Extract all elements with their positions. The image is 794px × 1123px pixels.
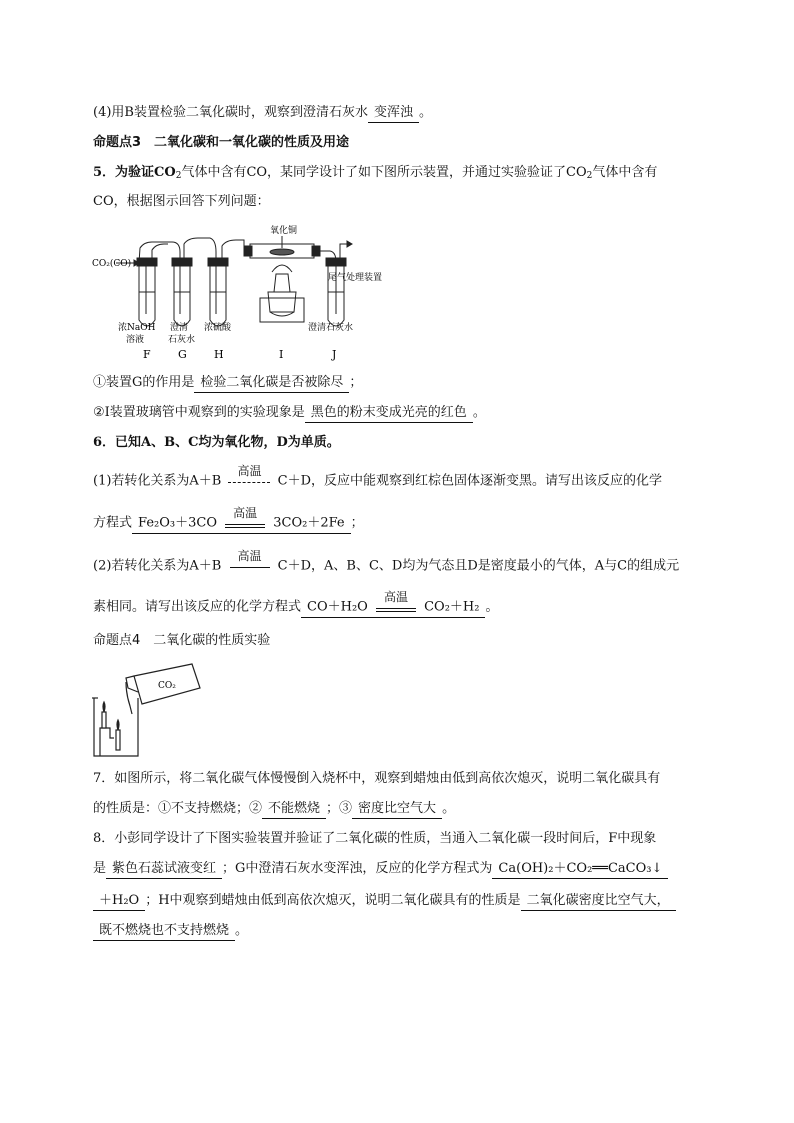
letter-j: J [332,348,337,361]
q6-equation-1: Fe₂O₃＋3CO 高温 3CO₂＋2Fe [132,514,351,534]
q5-answer-2: ②I装置玻璃管中观察到的实验现象是 黑色的粉末变成光亮的红色 。 [93,404,486,423]
q8-line4: 既不燃烧也不支持燃烧 。 [93,922,248,941]
q4-line: (4)用B装置检验二氧化碳时，观察到澄清石灰水 变浑浊 。 [93,104,432,123]
q8-line3: ＋H₂O ；H中观察到蜡烛由低到高依次熄灭，说明二氧化碳具有的性质是 二氧化碳密度比空气大， [93,892,676,911]
high-temp-arrow: 高温 [226,472,274,490]
q4-text: (4)用B装置检验二氧化碳时，观察到澄清石灰水 [93,105,368,120]
candle-beaker-figure [92,658,204,760]
high-temp-equals: 高温 [226,557,274,575]
inlet-label: CO₂(CO) [92,259,132,269]
q8-answer-3: 二氧化碳密度比空气大， [521,892,676,911]
label-j: 澄清石灰水 [308,323,354,333]
q6-part1-equation: 方程式 Fe₂O₃＋3CO 高温 3CO₂＋2Fe ； [93,514,364,534]
q4-answer: 变浑浊 [368,104,419,123]
q5-line1: 5．为验证$CO_2$气体中含有CO，某同学设计了如下图所示装置，并通过实验验证了$CO_2$气体中含有 [93,165,658,181]
label-h: 浓硫酸 [204,323,232,333]
bottle-label: CO₂ [158,681,176,691]
q8-answer-1: 紫色石蕊试液变红 [106,860,222,879]
q7-line1: 7．如图所示，将二氧化碳气体慢慢倒入烧杯中，观察到蜡烛由低到高依次熄灭，说明二氧化碳具有 [93,771,661,786]
q8-line2: 是 紫色石蕊试液变红 ；G中澄清石灰水变浑浊，反应的化学方程式为 Ca(OH)₂＋CO₂══CaCO₃↓ [93,860,668,879]
label-g-2: 石灰水 [168,335,196,345]
q6-part2: (2)若转化关系为A＋B 高温 C＋D，A、B、C、D均为气态且D是密度最小的气体，A与C的组成元 [93,549,680,574]
label-g-1: 澄清 [170,323,189,333]
apparatus-figure [92,222,383,362]
q5-answer-1: ①装置G的作用是 检验二氧化碳是否被除尽 ； [93,374,362,393]
section-3-heading: 命题点3 二氧化碳和一氧化碳的性质及用途 [93,135,350,150]
q8-line1: 8．小彭同学设计了下图实验装置并验证了二氧化碳的性质，当通入二氧化碳一段时间后，F中现象 [93,831,657,846]
label-f-1: 浓NaOH [118,323,156,333]
label-f-2: 溶液 [126,335,145,345]
q7-answer-1: 不能燃烧 [262,800,326,819]
letter-i: I [279,348,284,361]
letter-h: H [214,348,224,361]
letter-g: G [178,348,187,361]
q5-line2: CO，根据图示回答下列问题： [93,194,270,209]
q6-stem: 6．已知A、B、C均为氧化物，D为单质。 [93,435,340,450]
q6-part1: (1)若转化关系为A＋B 高温 C＋D，反应中能观察到红棕色固体逐渐变黑。请写出该反应的化学 [93,464,663,489]
q6-equation-2: CO＋H₂O 高温 CO₂＋H₂ [301,598,485,618]
q7-answer-2: 密度比空气大 [352,800,442,819]
cuo-label: 氧化铜 [270,226,298,236]
q8-answer-2: Ca(OH)₂＋CO₂══CaCO₃↓ [492,860,668,879]
letter-f: F [143,348,151,361]
tail-label: 尾气处理装置 [328,273,383,283]
section-4-heading: 命题点4 二氧化碳的性质实验 [93,633,271,648]
q6-part2-equation: 素相同。请写出该反应的化学方程式 CO＋H₂O 高温 CO₂＋H₂ 。 [93,598,499,618]
q7-line2: 的性质是：①不支持燃烧；② 不能燃烧 ；③ 密度比空气大 。 [93,800,455,819]
